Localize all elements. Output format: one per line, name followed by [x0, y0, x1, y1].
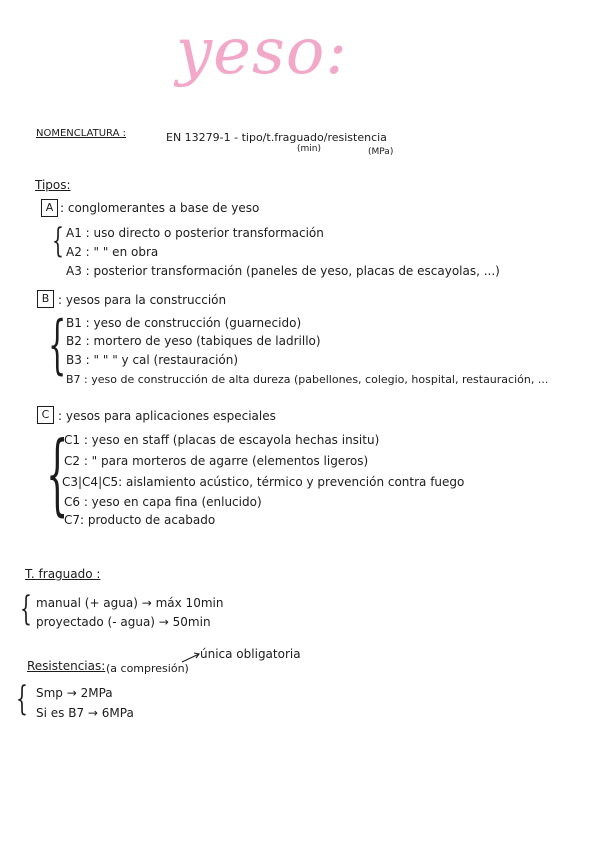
group-a-item: A3 : posterior transformación (paneles de yeso, placas de escayolas, ...)	[66, 264, 500, 278]
fraguado-heading: T. fraguado :	[25, 567, 101, 581]
group-c-item: C6 : yeso en capa fina (enlucido)	[64, 495, 262, 509]
resistencias-note: única obligatoria	[200, 647, 301, 661]
resistencias-item: Smp → 2MPa	[36, 686, 113, 700]
fraguado-item: proyectado (- agua) → 50min	[36, 615, 211, 629]
group-b-item: B2 : mortero de yeso (tabiques de ladrillo)	[66, 334, 321, 348]
group-b-brace: {	[48, 308, 67, 382]
fraguado-brace: {	[20, 589, 32, 629]
resistencias-heading: Resistencias:	[27, 659, 106, 673]
group-c-item: C2 : " para morteros de agarre (elementos ligeros)	[64, 454, 369, 468]
group-b-item: B7 : yeso de construcción de alta dureza (pabellones, colegio, hospital, restauración, ...	[66, 373, 549, 386]
fraguado-item: manual (+ agua) → máx 10min	[36, 596, 224, 610]
group-a-brace: {	[52, 221, 64, 261]
group-b-item: B1 : yeso de construcción (guarnecido)	[66, 316, 302, 330]
group-c-item: C7: producto de acabado	[64, 513, 216, 527]
group-c-item: C1 : yeso en staff (placas de escayola hechas insitu)	[64, 433, 380, 447]
resistencias-item: Si es B7 → 6MPa	[36, 706, 134, 720]
group-c-letter-box: C	[37, 406, 54, 424]
group-b-letter-box: B	[37, 290, 54, 308]
group-a-letter-box: A	[41, 199, 58, 217]
nomenclature-label: NOMENCLATURA :	[36, 128, 126, 139]
group-c-brace: {	[46, 422, 69, 525]
nomenclature-unit-mpa: (MPa)	[368, 147, 394, 157]
tipos-heading: Tipos:	[35, 178, 71, 192]
nomenclature-norm: EN 13279-1 - tipo/t.fraguado/resistencia	[166, 131, 387, 144]
group-c-item: C3|C4|C5: aislamiento acústico, térmico y prevención contra fuego	[62, 475, 465, 489]
page-title: yeso:	[176, 15, 348, 89]
group-b-item: B3 : " " " y cal (restauración)	[66, 353, 239, 367]
group-a-item: A2 : " " en obra	[66, 245, 159, 259]
group-b-title: : yesos para la construcción	[58, 293, 227, 307]
nomenclature-unit-min: (min)	[297, 144, 321, 154]
group-a-item: A1 : uso directo o posterior transformación	[66, 226, 324, 240]
resistencias-brace: {	[16, 679, 28, 719]
group-a-title: : conglomerantes a base de yeso	[60, 201, 260, 215]
resistencias-subtitle: (a compresión)	[106, 662, 189, 675]
group-c-title: : yesos para aplicaciones especiales	[58, 409, 276, 423]
